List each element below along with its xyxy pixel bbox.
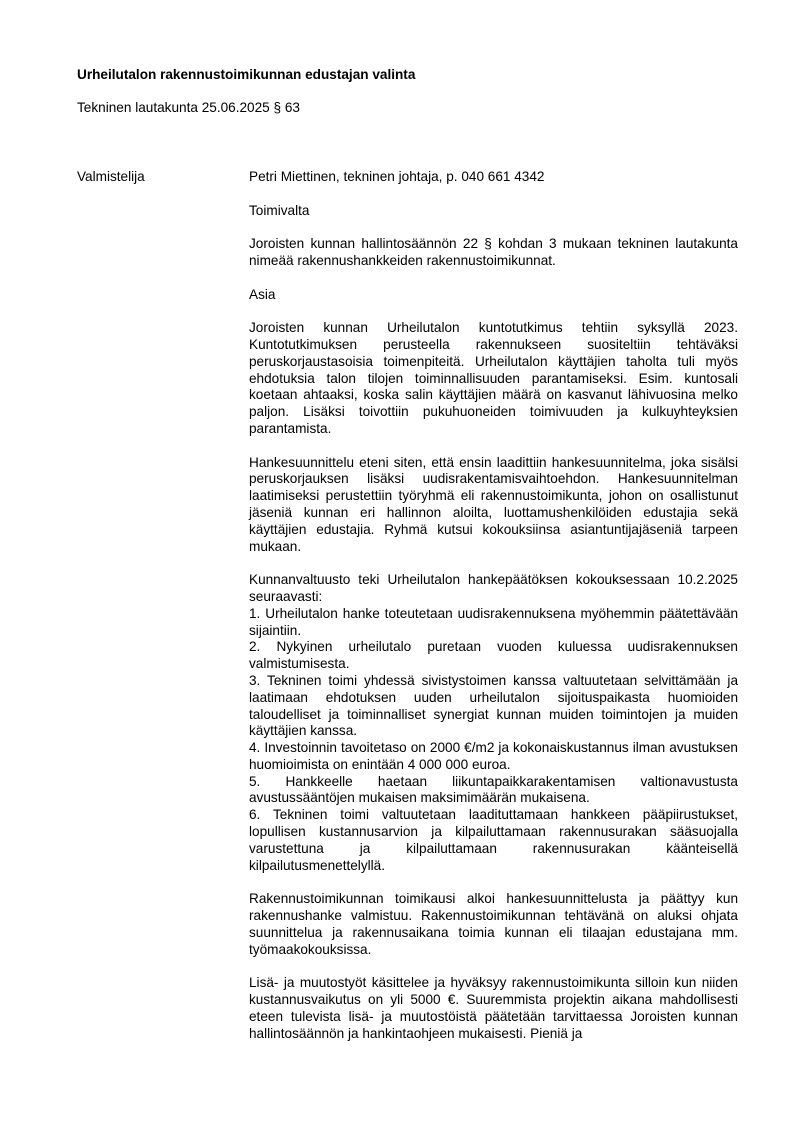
decision-item: 5. Hankkeelle haetaan liikuntapaikkarakentamisen valtionavustusta avustussääntöjen mukaisen maksimimäärän mukaisena.	[249, 773, 738, 806]
preparer-label: Valmistelija	[77, 169, 145, 184]
toimivalta-paragraph: Joroisten kunnan hallintosäännön 22 § kohdan 3 mukaan tekninen lautakunta nimeää rakennushankkeiden rakennustoimikunnat.	[249, 236, 738, 268]
decision-item: 2. Nykyinen urheilutalo puretaan vuoden kuluessa uudisrakennuksen valmistumisesta.	[249, 639, 738, 672]
decision-item: 1. Urheilutalon hanke toteutetaan uudisrakennuksena myöhemmin päätettävään sijaintiin.	[249, 605, 738, 638]
decision-item: 3. Tekninen toimi yhdessä sivistystoimen kanssa valtuutetaan selvittämään ja laatimaan ehdotuksen uuden urheilutalon sijoituspaikasta huomioiden taloudelliset ja toiminnalliset synergiat kunnan muiden toimintojen ja muiden käyttäjien kanssa.	[249, 672, 738, 739]
closing-paragraph: Lisä- ja muutostyöt käsittelee ja hyväksyy rakennustoimikunta silloin kun niiden kustannusvaikutus on yli 5000 €. Suuremmista projektin aikana mahdollisesti eteen tulevista lisä- ja muutostöistä päätetään tarvittaessa Joroisten kunnan hallintosäännön ja hankintaohjeen mukaisesti. Pieniä ja	[249, 975, 738, 1041]
decision-item: 6. Tekninen toimi valtuutetaan laadituttamaan hankkeen pääpiirustukset, lopullisen kustannusarvion ja kilpailuttamaan rakennusurakan sääsuojalla varustettuna ja kilpailuttamaan rakennusurakan käänteisellä kilpailutusmenettelyllä.	[249, 807, 738, 873]
body-paragraph: Joroisten kunnan Urheilutalon kuntotutkimus tehtiin syksyllä 2023. Kuntotutkimuksen perusteella rakennukseen suositeltiin tehtäväksi peruskorjaustasoisia toimenpiteitä. Urheilutalon käyttäjien taholta tuli myös ehdotuksia talon tilojen toiminnallisuuden parantamiseksi. Esim. kuntosali koetaan ahtaaksi, koska salin käyttäjien määrä on kasvanut lähivuosina melko paljon. Lisäksi toivottiin pukuhuoneiden toimivuuden ja kulkuyhteyksien parantamista.	[249, 320, 738, 436]
closing-paragraph: Rakennustoimikunnan toimikausi alkoi hankesuunnittelusta ja päättyy kun rakennushanke valmistuu. Rakennustoimikunnan tehtävänä on aluksi ohjata suunnittelua ja rakennusaikana toimia kunnan eli tilaajan edustajana mm. työmaakokouksissa.	[249, 891, 738, 957]
decision-item: 4. Investoinnin tavoitetaso on 2000 €/m2 ja kokonaiskustannus ilman avustuksen huomioimista on enintään 4 000 000 euroa.	[249, 740, 738, 772]
body-paragraph: Hankesuunnittelu eteni siten, että ensin laadittiin hankesuunnitelma, joka sisälsi peruskorjauksen lisäksi uudisrakentamisvaihtoehdon. Hankesuunnitelman laatimiseksi perustettiin työryhmä eli rakennustoimikunta, johon on osallistunut jäseniä kunnan eri hallinnon aloilta, luottamushenkilöiden edustajia sekä käyttäjien edustajia. Ryhmä kutsui kokouksiinsa asiantuntijajäseniä tarpeen mukaan.	[249, 454, 738, 554]
preparer-info: Petri Miettinen, tekninen johtaja, p. 040 661 4342	[249, 169, 545, 184]
section-heading-asia: Asia	[249, 286, 276, 302]
body-paragraph: Kunnanvaltuusto teki Urheilutalon hankepäätöksen kokouksessaan 10.2.2025 seuraavasti:	[249, 572, 738, 604]
meeting-reference: Tekninen lautakunta 25.06.2025 § 63	[77, 100, 300, 115]
page-title: Urheilutalon rakennustoimikunnan edustajan valinta	[77, 67, 416, 82]
section-heading-toimivalta: Toimivalta	[249, 202, 310, 218]
document-body	[249, 169, 738, 1042]
